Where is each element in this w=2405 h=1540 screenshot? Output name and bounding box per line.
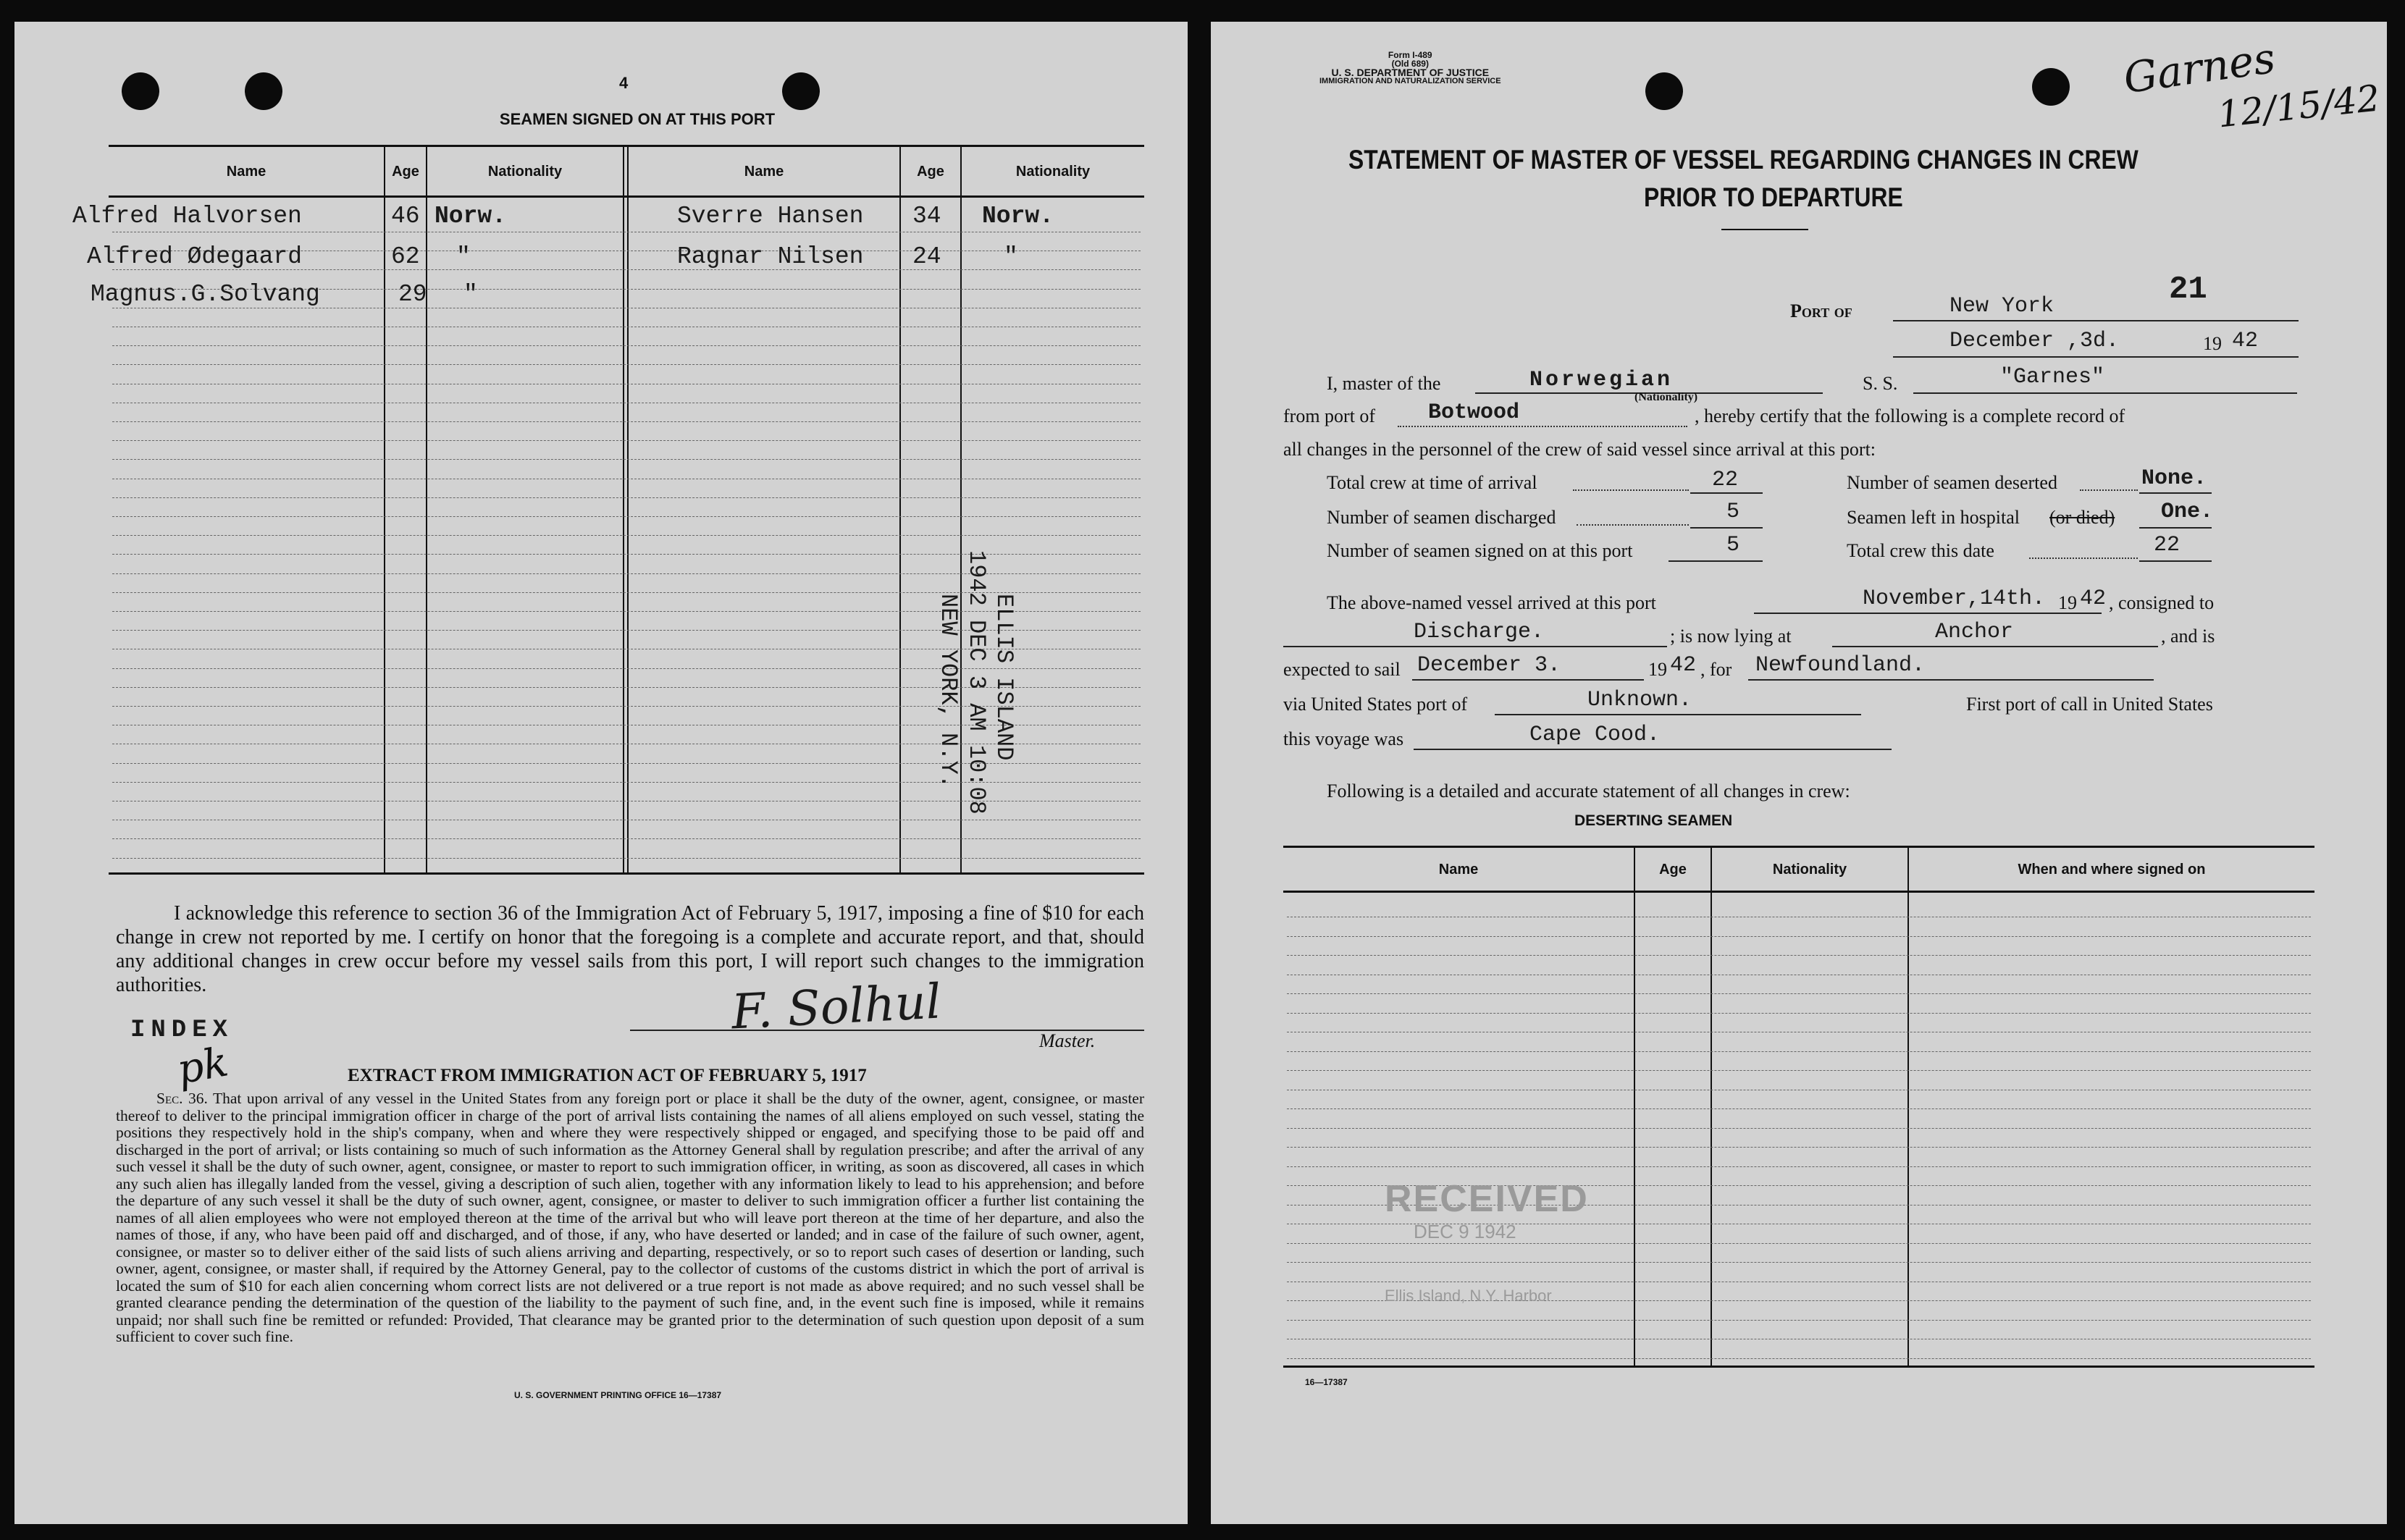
- table-row-rule: [1287, 1128, 2311, 1129]
- arrived-label: The above-named vessel arrived at this port: [1327, 592, 1656, 613]
- col-header: Nationality: [1015, 164, 1091, 180]
- table-row-rule: [1287, 1070, 2311, 1071]
- total-this-date-label: Total crew this date: [1847, 540, 1994, 561]
- signed-on-label: Number of seamen signed on at this port: [1327, 540, 1633, 561]
- table-top-rule: [109, 145, 1144, 147]
- crew-age: 62: [391, 243, 420, 270]
- col-divider: [1907, 847, 1909, 1366]
- extract-body: That upon arrival of any vessel in the United States from any foreign port or place it shall be the duty of the owner, agent, consignee, or master thereof to deliver to the principal immigration officer in charge of the port of arrival lists containing the names of all aliens employed on such vessel, stating the positions they respectively hold in the ship's company, when and where they were respectively shipped or engaged, and specifying those to be paid off and discharged in the port of arrival; or lists containing so much of such information as the Attorney General shall by regulation prescribe; and after the arrival of any such vessel it shall be the duty of such owner, agent, consignee, or master to report to such immigration officer, in writing, as soon as discovered, all cases in which any such alien has illegally landed from the vessel, giving a description of such alien, together with any information likely to lead to his apprehension; and before the departure of any such vessel it shall be the duty of such owner, agent, consignee, or master to deliver to such immigration officer a further list containing the names of all alien employees who were not employed thereon at the time of the arrival but who will leave port thereon at the time of her departure, and also the names of those, if any, who have been paid off and discharged, and of those, if any, who have deserted or landed; and in case of the failure of such owner, agent, consignee, or master so to deliver either of the said lists of such aliens arriving and departing, respectively, or so to report such cases of desertion or landing, such owner, agent, consignee, or master shall, if required by the Attorney General, pay to the collector of customs of the customs district in which the port of arrival is located the sum of $10 for each alien concerning whom correct lists are not delivered or a true report is not made as above required; and no such vessel shall be granted clearance pending the determination of the question of the liability to the payment of such fine, and, in the event such fine is imposed, while it remains unpaid; nor shall such fine be remitted or refunded: Provided, That clearance may be granted prior to the determination of such question upon deposit of a sum sufficient to cover such fine.: [116, 1090, 1145, 1345]
- crew-name: Magnus.G.Solvang: [91, 281, 320, 308]
- sail-year-prefix: 19: [1648, 659, 1667, 680]
- lying-value: Anchor: [1935, 620, 2014, 644]
- from-port-label: from port of: [1283, 405, 1376, 426]
- consigned-label: , consigned to: [2109, 592, 2215, 613]
- received-stamp: [1385, 1177, 1589, 1305]
- hospital-label: Seamen left in hospital: [1847, 507, 2020, 528]
- sail-line: [1412, 679, 1644, 681]
- punch-hole: [782, 72, 820, 110]
- value-line: [1690, 492, 1763, 494]
- right-page: [1211, 22, 2387, 1524]
- arrived-line: [1754, 613, 2102, 614]
- title-underline: [1721, 229, 1808, 230]
- ss-label: S. S.: [1863, 373, 1898, 394]
- table-row-rule: [112, 497, 1141, 498]
- handwritten-vessel-note: Garnes: [2120, 33, 2278, 104]
- col-header: Name: [744, 164, 784, 180]
- punch-hole: [2032, 68, 2070, 106]
- crew-nationality: ": [456, 243, 471, 270]
- crew-age: 24: [912, 243, 941, 270]
- col-header: Nationality: [487, 164, 563, 180]
- acknowledgement-text: I acknowledge this reference to section 36 of the Immigration Act of February 5, 1917, imposing a fine of $10 for each change in crew not reported by me. I certify on honor that the foregoing is a complete and accurate report, and that, should any additional changes in crew occur before my vessel sails from this port, I will report such changes to the immigration authorities.: [116, 902, 1144, 996]
- total-crew-arrival-label: Total crew at time of arrival: [1327, 472, 1537, 493]
- year-prefix: 19: [2203, 333, 2222, 354]
- printing-office-footer: U. S. GOVERNMENT PRINTING OFFICE 16—17387: [514, 1390, 722, 1400]
- lying-label: ; is now lying at: [1670, 626, 1792, 647]
- crew-age: 34: [912, 203, 941, 230]
- sail-value: December 3.: [1417, 653, 1561, 678]
- service: IMMIGRATION AND NATURALIZATION SERVICE: [1319, 77, 1501, 85]
- crew-nationality: ": [463, 281, 478, 308]
- form-header: [1319, 51, 1501, 85]
- extract-title: EXTRACT FROM IMMIGRATION ACT OF FEBRUARY 5, 1917: [348, 1066, 867, 1085]
- nationality-label: (Nationality): [1634, 391, 1698, 403]
- table-row-rule: [1287, 993, 2311, 994]
- col-header: Age: [1659, 862, 1687, 878]
- from-port-value: Botwood: [1428, 400, 1520, 425]
- total-crew-arrival-value: 22: [1712, 468, 1739, 492]
- via-label: via United States port of: [1283, 694, 1468, 715]
- dot-leader: [1573, 489, 1689, 491]
- deserted-value: None.: [2141, 466, 2207, 491]
- following-text: Following is a detailed and accurate statement of all changes in crew:: [1327, 780, 1850, 801]
- first-port-label: First port of call in United States: [1966, 694, 2213, 715]
- crew-name: Ragnar Nilsen: [677, 243, 864, 270]
- col-header: Name: [226, 164, 266, 180]
- table-row-rule: [112, 838, 1141, 839]
- crew-nationality: Norw.: [435, 203, 507, 230]
- value-line: [1669, 560, 1763, 562]
- dot-leader: [1577, 524, 1689, 526]
- and-is: , and is: [2161, 626, 2215, 647]
- crew-nationality: ": [1004, 243, 1018, 270]
- via-value: Unknown.: [1587, 688, 1692, 712]
- signed-on-value: 5: [1726, 533, 1740, 557]
- date-value: December ,3d.: [1949, 329, 2120, 353]
- table-row-rule: [1287, 1147, 2311, 1148]
- discharged-label: Number of seamen discharged: [1327, 507, 1556, 528]
- section-title: SEAMEN SIGNED ON AT THIS PORT: [499, 110, 776, 128]
- form-footer: 16—17387: [1305, 1377, 1348, 1387]
- crew-age: 46: [391, 203, 420, 230]
- form-id: Form I-489: [1388, 50, 1432, 60]
- col-header: Age: [392, 164, 419, 180]
- for-value: Newfoundland.: [1755, 653, 1926, 678]
- table-row-rule: [1287, 936, 2311, 937]
- extract-text: [116, 1090, 1144, 1346]
- form-old: (Old 689): [1391, 59, 1429, 69]
- voyage-line: [1414, 749, 1892, 750]
- value-line: [2139, 560, 2212, 562]
- table-row-rule: [1287, 1051, 2311, 1052]
- table-row-rule: [112, 421, 1141, 422]
- expected-label: expected to sail: [1283, 659, 1401, 680]
- index-mark: INDEX: [130, 1017, 234, 1044]
- ship-line: [1913, 392, 2297, 394]
- consignee-line: [1283, 646, 1667, 647]
- for-label: , for: [1700, 659, 1732, 680]
- table-row-rule: [112, 345, 1141, 346]
- discharged-value: 5: [1726, 500, 1740, 524]
- number-mark: 21: [2169, 272, 2207, 308]
- table-row-rule: [1287, 1358, 2311, 1359]
- changes-text: all changes in the personnel of the crew of said vessel since arrival at this port:: [1283, 439, 1876, 460]
- index-initials: pk: [173, 1038, 232, 1094]
- for-line: [1748, 679, 2154, 681]
- total-this-date-value: 22: [2154, 533, 2181, 557]
- deserted-label: Number of seamen deserted: [1847, 472, 2057, 493]
- sail-year: 42: [1670, 653, 1697, 678]
- arrived-year: 42: [2080, 586, 2107, 611]
- crew-age: 29: [398, 281, 427, 308]
- arrived-year-prefix: 19: [2058, 592, 2077, 613]
- punch-hole: [122, 72, 159, 110]
- dot-leader: [2029, 557, 2138, 559]
- port-label: Port of: [1790, 300, 1852, 321]
- table-row-rule: [1287, 1013, 2311, 1014]
- stamp-line: ELLIS ISLAND: [991, 594, 1017, 761]
- arrived-value: November,14th.: [1863, 586, 2046, 611]
- year-value: 42: [2232, 329, 2259, 353]
- hospital-value: One.: [2161, 500, 2214, 524]
- value-line: [2139, 527, 2212, 529]
- form-subtitle: PRIOR TO DEPARTURE: [1644, 182, 1903, 212]
- punch-hole: [245, 72, 282, 110]
- table-bottom-rule: [109, 872, 1144, 875]
- from-port-line: [1398, 426, 1687, 427]
- table-row-rule: [112, 858, 1141, 859]
- table-row-rule: [1287, 1320, 2311, 1321]
- col-divider: [1711, 847, 1712, 1366]
- desert-table-top-rule: [1283, 846, 2314, 848]
- value-line: [2139, 492, 2212, 494]
- desert-table-bottom-rule: [1283, 1366, 2314, 1368]
- received-stamp-place: Ellis Island, N.Y. Harbor: [1385, 1287, 1552, 1305]
- left-page: [14, 22, 1188, 1524]
- department: U. S. DEPARTMENT OF JUSTICE: [1331, 67, 1490, 78]
- crew-name: Sverre Hansen: [677, 203, 864, 230]
- col-header: Age: [917, 164, 944, 180]
- deserting-title: DESERTING SEAMEN: [1574, 812, 1733, 829]
- hospital-strike: (or died): [2049, 507, 2115, 528]
- received-stamp-title: RECEIVED: [1385, 1178, 1589, 1220]
- stamp-line: NEW YORK, N.Y.: [935, 594, 962, 788]
- page-number: 4: [619, 74, 629, 92]
- desert-table-header-rule: [1283, 891, 2314, 893]
- crew-name: Alfred Ødegaard: [87, 243, 303, 270]
- via-line: [1495, 714, 1861, 715]
- col-header: When and where signed on: [2018, 862, 2206, 878]
- handwritten-date: 12/15/42: [2215, 77, 2382, 136]
- ship-name: "Garnes": [2000, 365, 2105, 390]
- table-row-rule: [112, 440, 1141, 441]
- voyage-value: Cape Cood.: [1529, 723, 1661, 747]
- table-row-rule: [112, 535, 1141, 536]
- section-label: Sec. 36.: [156, 1090, 208, 1107]
- table-row-rule: [1287, 1108, 2311, 1109]
- table-row-rule: [1287, 1166, 2311, 1167]
- lying-line: [1832, 646, 2158, 647]
- port-value: New York: [1949, 294, 2054, 319]
- col-header: Nationality: [1772, 862, 1847, 878]
- port-line: [1893, 320, 2299, 321]
- nationality-value: Norwegian: [1529, 368, 1674, 392]
- table-row-rule: [112, 459, 1141, 460]
- stamp-line: 1942 DEC 3 AM 10:08: [962, 550, 990, 815]
- received-stamp-date: DEC 9 1942: [1414, 1221, 1516, 1242]
- certify-text: , hereby certify that the following is a complete record of: [1695, 405, 2125, 426]
- punch-hole: [1645, 72, 1683, 110]
- col-header: Name: [1438, 862, 1479, 878]
- master-prefix: I, master of the: [1327, 373, 1441, 394]
- master-signature: F. Solhul: [730, 973, 943, 1040]
- crew-name: Alfred Halvorsen: [72, 203, 302, 230]
- table-row-rule: [112, 516, 1141, 517]
- dot-leader: [2080, 489, 2138, 491]
- col-divider: [1634, 847, 1635, 1366]
- consignee-value: Discharge.: [1414, 620, 1545, 644]
- date-line: [1893, 356, 2299, 358]
- table-header-rule: [109, 195, 1144, 198]
- form-title: STATEMENT OF MASTER OF VESSEL REGARDING CHANGES IN CREW: [1348, 145, 2139, 174]
- table-row-rule: [1287, 955, 2311, 956]
- crew-nationality: Norw.: [982, 203, 1054, 230]
- ellis-island-stamp: [934, 550, 1017, 815]
- table-row-rule: [112, 364, 1141, 365]
- value-line: [1690, 527, 1763, 529]
- voyage-label: this voyage was: [1283, 728, 1404, 749]
- signature-role: Master.: [1039, 1030, 1096, 1051]
